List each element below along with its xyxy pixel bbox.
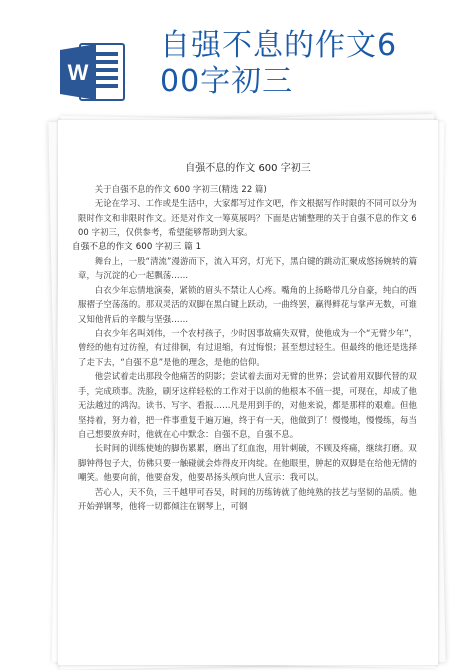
- document-paragraph: 苦心人，天不负，三千越甲可吞吴，时间的历练铸就了他纯熟的技艺与坚韧的品质。他开始弹钢琴，他将一切都倾注在钢琴上，可钢: [78, 486, 417, 511]
- word-icon: [60, 40, 128, 104]
- word-icon-letter: W: [67, 60, 89, 85]
- banner: [0, 0, 474, 110]
- document-paragraph: 长时间的训练使她的脚伤累累，磨出了红血泡，用针刺破，不顾及疼痛，继续打磨。双脚钟得包子大，仿佛只要一触碰就会炸得皮开肉绽。在他眼里，肿起的双脚是在给他无情的嘲笑。他要向前，他要奋发，他要昂扬头颅向世人宣示：我可以。: [78, 443, 417, 483]
- banner-title: [160, 28, 460, 100]
- banner-title-line2: 00字初三: [160, 64, 294, 99]
- document-body: [72, 162, 418, 513]
- document-subheading: 自强不息的作文 600 字初三 篇 1: [72, 241, 202, 252]
- banner-title-line1: 自强不息的作文6: [160, 28, 398, 63]
- document-intro-heading: 关于自强不息的作文 600 字初三(精选 22 篇): [94, 184, 267, 194]
- document-paragraph: 他尝试着走出那段令他痛苦的阴影；尝试着去面对无臂的世界；尝试着用双脚代替的双手，完成琐事。洗脸，刷牙这样轻松的工作对于以前的他根本不值一提，可现在，却成了他无法越过的鸿沟。读书、写字、看报……凡是用到手的，对他来说，都是那样的艰难。但他坚持着，努力着，把一件事重复千遍万遍，终于有一天，他做到了！慢慢地，慢慢练，每当自己想要放弃时，他就在心中默念：自强不息，自强不息。: [78, 371, 417, 439]
- document-paragraph: 白衣少年名叫刘伟，一个农村孩子，少时因事故痛失双臂，使他成为一个“无臂少年”，曾经的他有过彷徨，有过徘徊，有过退缩，有过悔恨；甚至想过轻生。但最终的他还是选择了走下去，“自强不息”是他的理念，是他的信仰。: [78, 328, 418, 367]
- document-title: 自强不息的作文 600 字初三: [185, 163, 311, 174]
- document-paragraph: 无论在学习、工作或是生活中，大家都写过作文吧，作文根据写作时限的不同可以分为限时作文和非限时作文。还是对作文一筹莫展吗？下面是店铺整理的关于自强不息的作文 600 字初三，仅供参考，希望能够帮助到大家。: [78, 198, 417, 238]
- document-paragraph: 舞台上，一股“清流”漫游而下，流入耳窍，灯光下，黑白键的跳动汇聚成悠扬婉转的篇章，与沉淀的心一起飘荡……: [78, 256, 418, 281]
- document-paragraph: 白衣少年忘情地演奏，紧锁的眉头不禁让人心疼。嘴角的上扬略带几分自豪，纯白的西服褶子空荡荡的。那双灵活的双脚在黑白键上跃动，一曲终罢，赢得鲜花与掌声无数，可谁又知他背后的辛酸与坚强……: [78, 284, 417, 324]
